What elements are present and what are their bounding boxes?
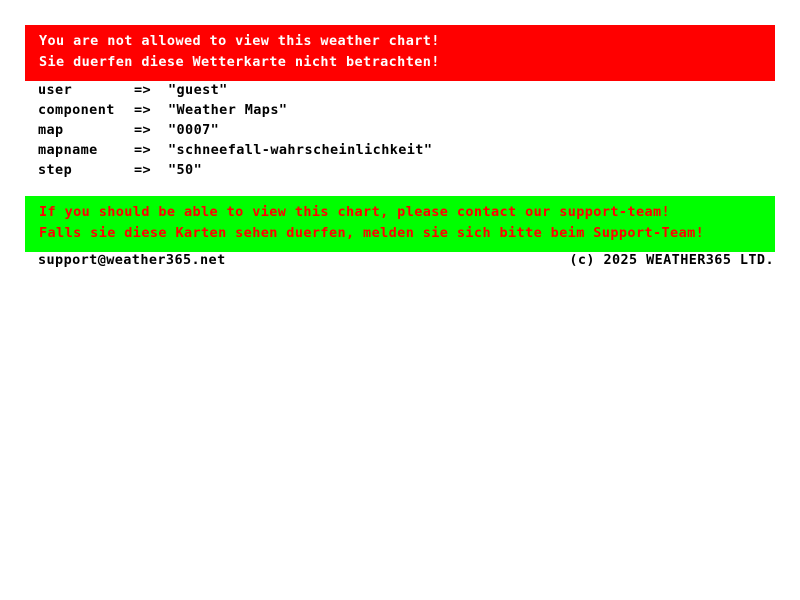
detail-row-map [38,120,432,140]
support-info-message-de: Falls sie diese Karten sehen duerfen, melden sie sich bitte beim Support-Team! [39,225,705,241]
detail-value: "guest" [168,82,228,98]
detail-key: map [38,122,64,138]
detail-value: "0007" [168,122,220,138]
detail-row-user [38,80,432,100]
access-denied-message-de: Sie duerfen diese Wetterkarte nicht betrachten! [39,54,440,70]
page-footer [38,250,774,270]
detail-key: user [38,82,73,98]
detail-arrow: => [134,82,152,98]
copyright-notice: (c) 2025 WEATHER365 LTD. [569,252,774,268]
support-info-banner [25,196,775,252]
detail-arrow: => [134,162,152,178]
access-denied-message-en: You are not allowed to view this weather chart! [39,33,440,49]
detail-row-step [38,160,432,180]
request-details-list [38,80,432,180]
detail-value: "Weather Maps" [168,102,288,118]
detail-key: component [38,102,115,118]
detail-row-mapname [38,140,432,160]
detail-arrow: => [134,102,152,118]
support-email-link[interactable]: support@weather365.net [38,252,226,268]
support-info-message-en: If you should be able to view this chart, please contact our support-team! [39,204,671,220]
detail-key: mapname [38,142,98,158]
detail-key: step [38,162,73,178]
access-denied-banner [25,25,775,81]
detail-value: "schneefall-wahrscheinlichkeit" [168,142,433,158]
detail-row-component [38,100,432,120]
detail-value: "50" [168,162,203,178]
detail-arrow: => [134,122,152,138]
detail-arrow: => [134,142,152,158]
